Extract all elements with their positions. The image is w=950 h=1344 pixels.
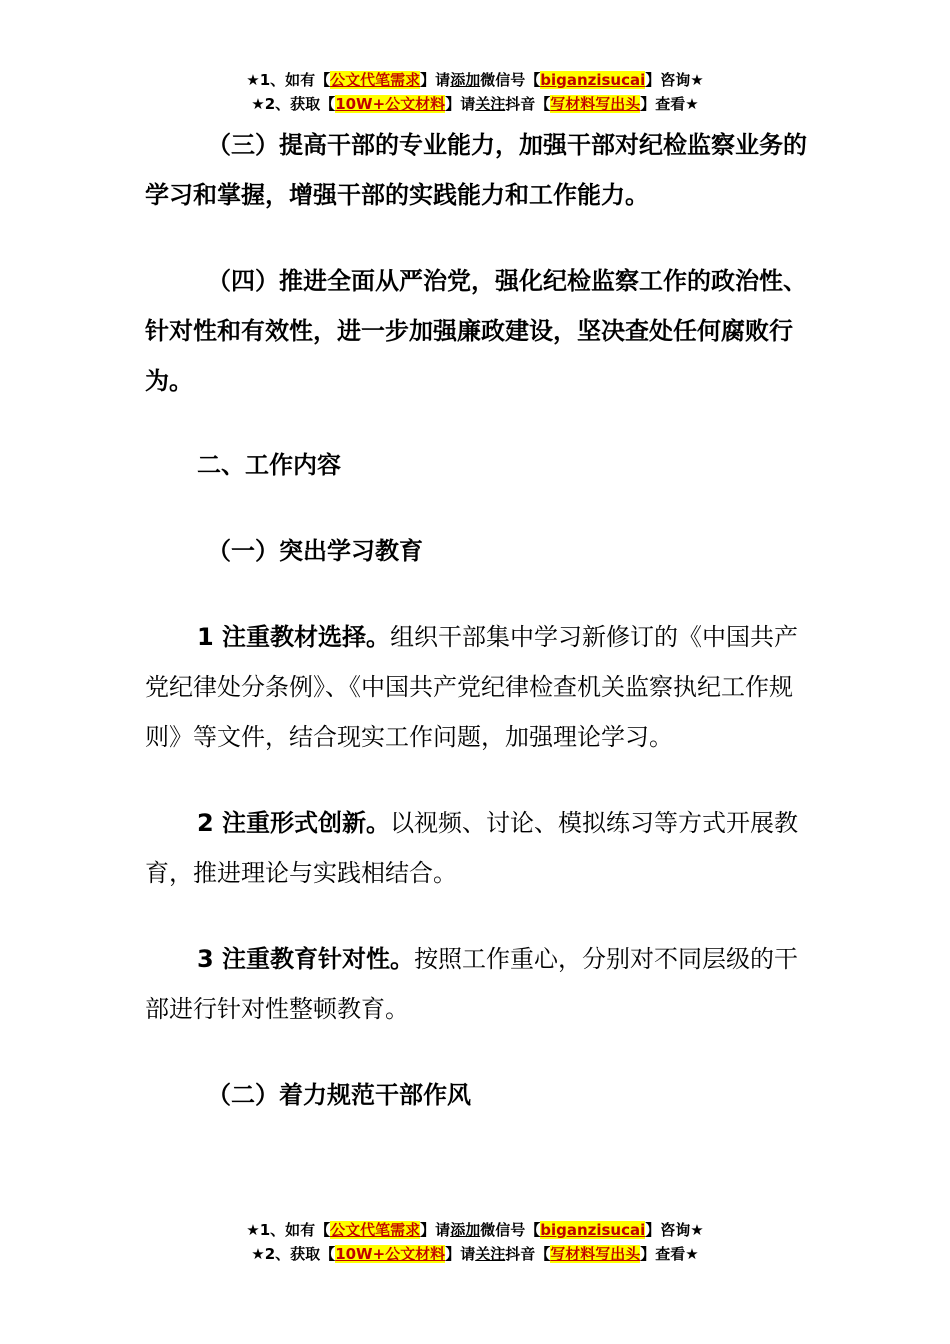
paragraph-three: （三）提高干部的专业能力，加强干部对纪检监察业务的学习和掌握，增强干部的实践能力和工作能力。 — [145, 131, 807, 209]
item-3-text: 按照工作重心，分别对不同层级的干部进行针对性整顿教育。 — [145, 945, 799, 1023]
item-2-lead: 2 注重形式创新。 — [197, 809, 391, 837]
highlight-douyin: 写材料写出头 — [550, 95, 641, 113]
banner-line-2: ★2、获取【10W+公文材料】请关注抖音【写材料写出头】查看★ — [251, 1245, 699, 1263]
banner-line-1: ★1、如有【公文代笔需求】请添加微信号【biganzisucai】咨询★ — [246, 71, 704, 89]
star-icon: ★ — [246, 1221, 260, 1239]
subheading-study-education: （一）突出学习教育 — [207, 537, 423, 565]
highlight-materials: 10W+公文材料 — [335, 95, 446, 113]
highlight-wechat-id: biganzisucai — [540, 71, 646, 89]
star-icon: ★ — [246, 71, 260, 89]
highlight-ghostwriting: 公文代笔需求 — [330, 71, 421, 89]
list-item-3 — [145, 934, 810, 1034]
subheading-cadre-style: （二）着力规范干部作风 — [207, 1081, 471, 1109]
banner-line-1: ★1、如有【公文代笔需求】请添加微信号【biganzisucai】咨询★ — [246, 1221, 704, 1239]
paragraph-four: （四）推进全面从严治党，强化纪检监察工作的政治性、针对性和有效性，进一步加强廉政建设，坚决查处任何腐败行为。 — [145, 267, 807, 395]
star-icon: ★ — [251, 95, 265, 113]
item-3-lead: 3 注重教育针对性。 — [197, 945, 415, 973]
highlight-ghostwriting: 公文代笔需求 — [330, 1221, 421, 1239]
highlight-douyin: 写材料写出头 — [550, 1245, 641, 1263]
highlight-wechat-id: biganzisucai — [540, 1221, 646, 1239]
list-item-1 — [145, 612, 810, 762]
item-1-lead: 1 注重教材选择。 — [197, 623, 391, 651]
star-icon: ★ — [251, 1245, 265, 1263]
item-1-text: 组织干部集中学习新修订的《中国共产党纪律处分条例》、《中国共产党纪律检查机关监察执纪工作规则》等文件，结合现实工作问题，加强理论学习。 — [145, 623, 799, 751]
footer-banner — [0, 1218, 950, 1266]
banner-line-2: ★2、获取【10W+公文材料】请关注抖音【写材料写出头】查看★ — [251, 95, 699, 113]
header-banner — [0, 68, 950, 116]
list-item-2 — [145, 798, 810, 898]
highlight-materials: 10W+公文材料 — [335, 1245, 446, 1263]
section-heading-work-content: 二、工作内容 — [197, 451, 341, 479]
item-2-text: 以视频、讨论、模拟练习等方式开展教育，推进理论与实践相结合。 — [145, 809, 799, 887]
